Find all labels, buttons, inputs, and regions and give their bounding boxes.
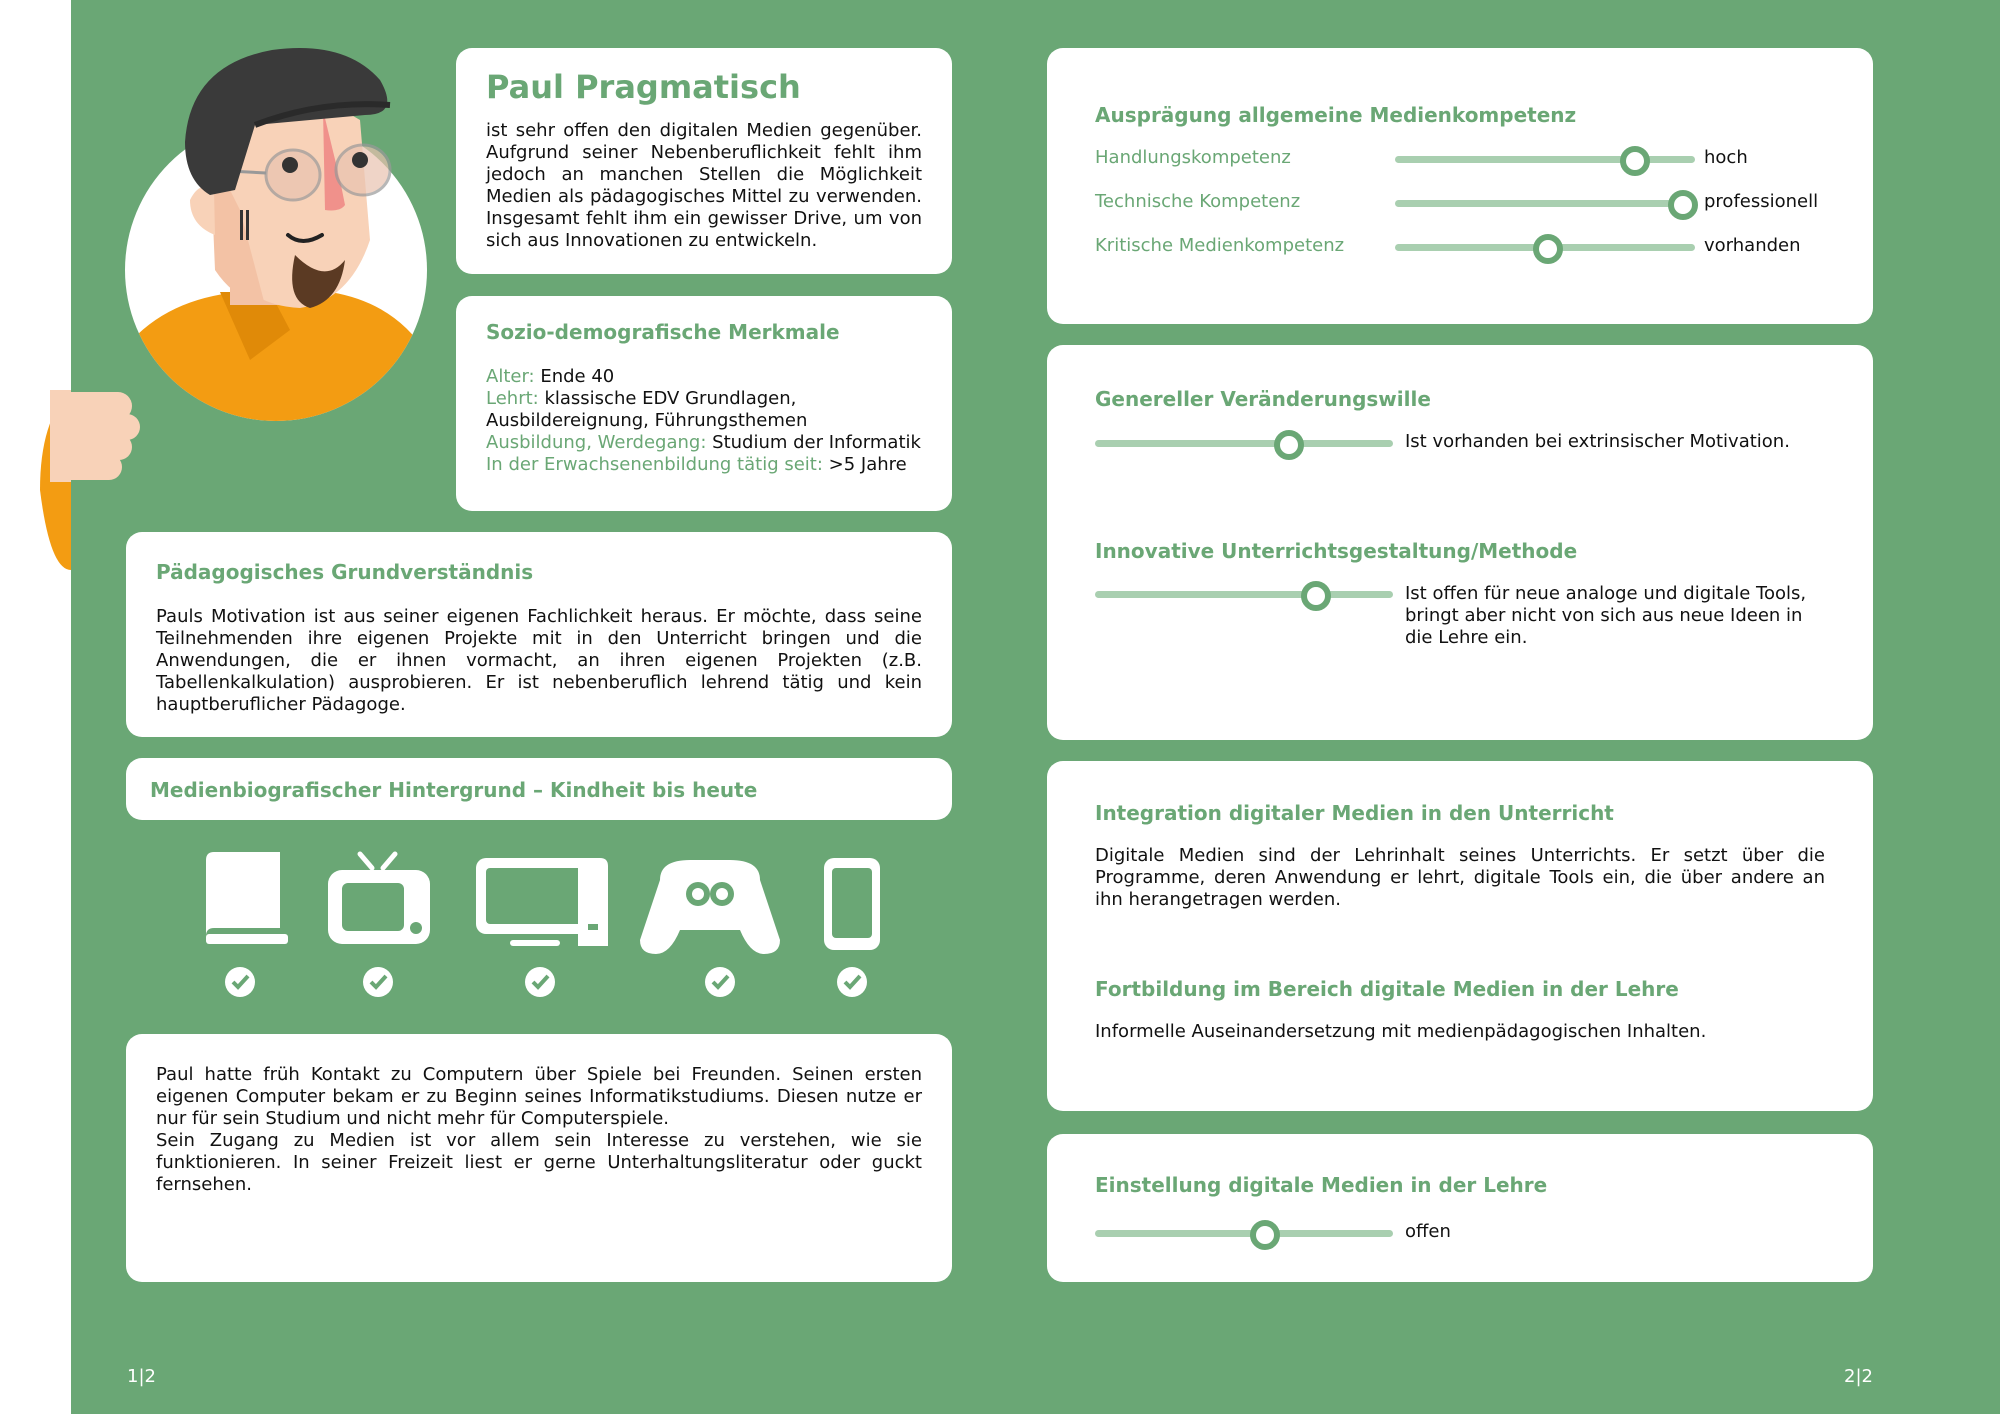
training-title: Fortbildung im Bereich digitale Medien in der Lehre bbox=[1095, 977, 1679, 1001]
competence-knob bbox=[1668, 190, 1698, 220]
page-number-right: 2|2 bbox=[1844, 1366, 1873, 1387]
demographic-row: Lehrt: klassische EDV Grundlagen, Ausbildereignung, Führungsthemen bbox=[486, 388, 808, 431]
competence-card bbox=[1047, 48, 1873, 324]
change-value: Ist vorhanden bei extrinsischer Motivation. bbox=[1405, 431, 1790, 452]
page-number-left: 1|2 bbox=[127, 1366, 156, 1387]
tv-icon bbox=[328, 854, 430, 944]
innovative-title: Innovative Unterrichtsgestaltung/Methode bbox=[1095, 539, 1578, 563]
innovative-value: Ist offen für neue analoge und digitale Tools, bringt aber nicht von sich aus neue Ideen in die Lehre ein. bbox=[1405, 583, 1807, 648]
innovative-knob bbox=[1301, 581, 1331, 611]
competence-value-handlung: hoch bbox=[1704, 147, 1748, 168]
media-bio-text-2: Sein Zugang zu Medien ist vor allem sein Interesse zu verstehen, wie sie funktionieren. In seiner Freizeit liest er gerne Unterhaltungsliteratur oder guckt fernsehen. bbox=[156, 1130, 922, 1195]
gamepad-icon bbox=[640, 860, 780, 954]
smartphone-icon bbox=[824, 858, 880, 950]
integration-title: Integration digitaler Medien in den Unterricht bbox=[1095, 801, 1614, 825]
change-card bbox=[1047, 345, 1873, 740]
demographic-row: In der Erwachsenenbildung tätig seit: >5 Jahre bbox=[486, 454, 907, 475]
media-bio-title-card bbox=[126, 758, 952, 820]
demographic-row: Alter: Ende 40 bbox=[486, 366, 615, 387]
competence-title: Ausprägung allgemeine Medienkompetenz bbox=[1095, 103, 1577, 127]
change-track bbox=[1095, 440, 1393, 447]
pedagogy-text: Pauls Motivation ist aus seiner eigenen Fachlichkeit heraus. Er möchte, dass seine Teilnehmenden ihre eigenen Projekte mit in den Unterricht bringen und die Anwendungen, die er ihnen vormacht, an ihren eigenen Projekten (z.B. Tabellenkalkulation) ausprobieren. Er ist nebenberuflich lehrend tätig und kein hauptberuflicher Pädagoge. bbox=[156, 606, 922, 715]
pedagogy-title: Pädagogisches Grundverständnis bbox=[156, 560, 534, 584]
competence-value-technisch: professionell bbox=[1704, 191, 1819, 212]
pedagogy-card bbox=[126, 532, 952, 737]
integration-card bbox=[1047, 761, 1873, 1111]
check-icons bbox=[225, 967, 867, 997]
attitude-knob bbox=[1250, 1220, 1280, 1250]
attitude-card bbox=[1047, 1134, 1873, 1282]
competence-label-kritisch: Kritische Medienkompetenz bbox=[1095, 235, 1345, 256]
hand-illustration bbox=[40, 390, 140, 570]
competence-label-handlung: Handlungskompetenz bbox=[1095, 147, 1291, 168]
competence-knob bbox=[1533, 234, 1563, 264]
training-text: Informelle Auseinandersetzung mit medienpädagogischen Inhalten. bbox=[1095, 1021, 1707, 1042]
attitude-title: Einstellung digitale Medien in der Lehre bbox=[1095, 1173, 1548, 1197]
demographics-card bbox=[456, 296, 952, 511]
innovative-track bbox=[1095, 591, 1393, 598]
change-title: Genereller Veränderungswille bbox=[1095, 387, 1431, 411]
media-bio-text-1: Paul hatte früh Kontakt zu Computern über Spiele bei Freunden. Seinen ersten eigenen Computer bekam er zu Beginn seines Informatikstudiums. Diesen nutze er nur für sein Studium und nicht mehr für Computerspiele. bbox=[156, 1064, 922, 1129]
persona-name: Paul Pragmatisch bbox=[486, 68, 801, 106]
persona-avatar bbox=[40, 30, 440, 580]
competence-knob bbox=[1620, 146, 1650, 176]
change-knob bbox=[1274, 430, 1304, 460]
integration-text: Digitale Medien sind der Lehrinhalt seines Unterrichts. Er setzt über die Programme, deren Anwendung er lehrt, digitale Tools ein, die über andere an ihn herangetragen werden. bbox=[1095, 845, 1825, 910]
persona-intro-text: ist sehr offen den digitalen Medien gegenüber. Aufgrund seiner Nebenberuflichkeit fehlt ihm jedoch an manchen Stellen die Möglichkeit Medien als pädagogisches Mittel zu verwenden. Insgesamt fehlt ihm ein gewisser Drive, um von sich aus Innovationen zu entwickeln. bbox=[486, 120, 922, 251]
book-icon bbox=[206, 852, 288, 944]
media-bio-text-card bbox=[126, 1034, 952, 1282]
computer-icon bbox=[476, 858, 608, 946]
media-bio-title: Medienbiografischer Hintergrund – Kindheit bis heute bbox=[150, 778, 758, 802]
demographics-title: Sozio-demografische Merkmale bbox=[486, 320, 840, 344]
attitude-track bbox=[1095, 1230, 1393, 1237]
demographic-row: Ausbildung, Werdegang: Studium der Informatik bbox=[486, 432, 921, 453]
persona-intro-card bbox=[456, 48, 952, 274]
competence-track bbox=[1395, 200, 1695, 207]
competence-value-kritisch: vorhanden bbox=[1704, 235, 1801, 256]
attitude-value: offen bbox=[1405, 1221, 1451, 1242]
competence-label-technisch: Technische Kompetenz bbox=[1095, 191, 1301, 212]
media-icons-row bbox=[190, 850, 890, 1000]
competence-track bbox=[1395, 156, 1695, 163]
